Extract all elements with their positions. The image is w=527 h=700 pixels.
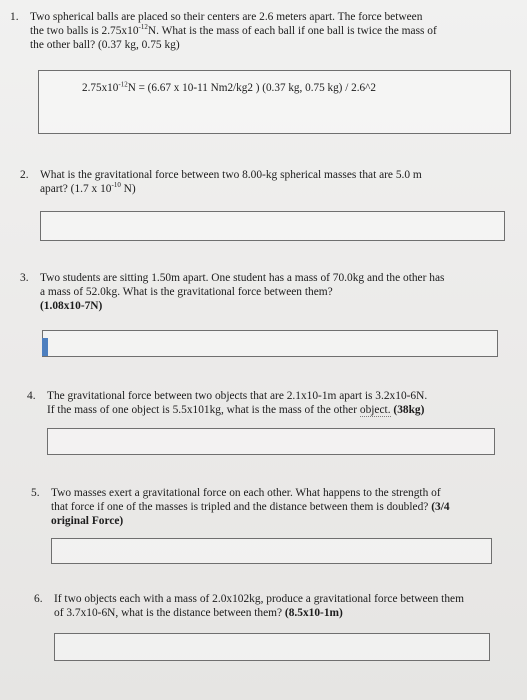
question-text [40,168,520,196]
exponent: -12 [118,80,128,89]
question-number: 3. [20,272,29,284]
question-line: a mass of 52.0kg. What is the gravitational force between them? [40,286,333,298]
answer-hint: (38kg) [390,404,425,416]
question-text [54,592,524,620]
question-text [30,10,520,52]
question-line [47,403,522,417]
text-run: N = (6.67 x 10-11 Nm2/kg2 ) (0.37 kg, 0.75 kg) / 2.6^2 [127,82,376,94]
question-text [40,271,520,313]
question-line [54,606,524,620]
question-line: If two objects each with a mass of 2.0x102kg, produce a gravitational force between them [54,593,464,605]
question-line [40,182,520,196]
question-line: the other ball? (0.37 kg, 0.75 kg) [30,39,180,51]
question-line: Two spherical balls are placed so their centers are 2.6 meters apart. The force between [30,11,423,23]
underlined-word: object. [359,404,391,416]
question-line: (1.08x10-7N) [40,300,103,312]
text-run: that force if one of the masses is tripled and the distance between them is doubled? [51,501,429,513]
answer-box-2[interactable] [40,211,505,241]
question-6 [34,592,524,620]
answer-box-5[interactable] [51,538,492,564]
question-line [30,24,520,38]
question-5 [31,486,523,528]
exponent: -10 [111,181,121,190]
answer-box-4[interactable] [47,428,495,455]
text-run: of 3.7x10-6N, what is the distance between them? [54,607,285,619]
question-text [47,389,522,417]
question-line: Two students are sitting 1.50m apart. One student has a mass of 70.0kg and the other has [40,272,445,284]
question-number: 1. [10,11,19,23]
exponent: -12 [138,23,148,32]
question-line: original Force) [51,515,124,527]
text-run: N. What is the mass of each ball if one ball is twice the mass of [147,25,437,37]
question-number: 6. [34,593,43,605]
answer-hint: (3/4 [428,501,450,513]
question-line [51,500,523,514]
text-run: 2.75x10 [82,82,119,94]
question-4 [27,389,522,417]
answer-box-6[interactable] [54,633,490,661]
answer-text-1 [82,82,376,94]
question-number: 4. [27,390,36,402]
answer-box-1[interactable] [38,70,511,134]
question-1 [10,10,520,52]
question-text [51,486,523,528]
question-line: The gravitational force between two objects that are 2.1x10-1m apart is 3.2x10-6N. [47,390,428,402]
answer-hint: (8.5x10-1m) [284,607,343,619]
text-run: apart? (1.7 x 10 [40,183,112,195]
question-number: 5. [31,487,40,499]
text-run: N) [120,183,136,195]
text-run: If the mass of one object is 5.5x101kg, what is the mass of the other [47,404,360,416]
answer-box-3[interactable] [42,330,498,357]
question-3 [20,271,520,313]
question-2 [20,168,520,196]
text-run: the two balls is 2.75x10 [30,25,139,37]
text-cursor-marker [42,338,48,356]
question-line: What is the gravitational force between two 8.00-kg spherical masses that are 5.0 m [40,169,422,181]
question-number: 2. [20,169,29,181]
question-line: Two masses exert a gravitational force on each other. What happens to the strength of [51,487,441,499]
